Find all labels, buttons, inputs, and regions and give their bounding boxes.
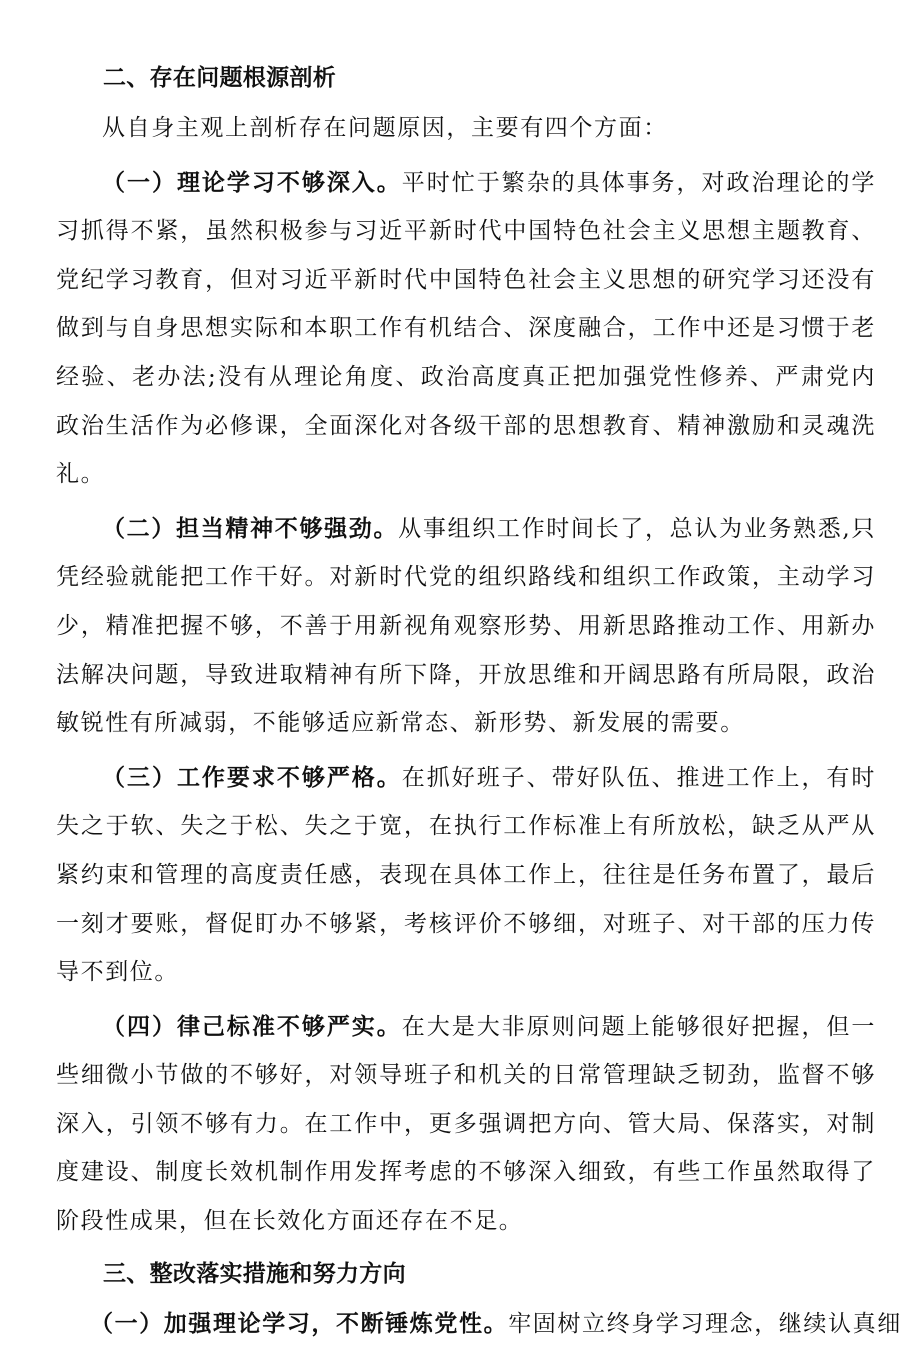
cause-item-4-text: 在大是大非原则问题上能够很好把握，但一些细微小节做的不够好，对领导班子和机关的日常管理缺乏韧劲，监督不够深入，引领不够有力。在工作中，更多强调把方向、管大局、保落实，对制度建设、制度长效机制作用发挥考虑的不够深入细致，有些工作虽然取得了阶段性成果，但在长效化方面还存在不足。: [56, 1013, 876, 1235]
section-3-heading: 三、整改落实措施和努力方向: [103, 1259, 406, 1287]
cause-item-3-lead: （三）工作要求不够严格。: [102, 763, 402, 791]
section-2-intro: 从自身主观上剖析存在问题原因，主要有四个方面：: [102, 115, 668, 141]
cause-item-2-lead: （二）担当精神不够强劲。: [102, 514, 399, 542]
section-2-heading: 二、存在问题根源剖析: [103, 64, 336, 91]
cause-item-2-text: 从事组织工作时间长了，总认为业务熟悉,只凭经验就能把工作干好。对新时代党的组织路线和组织工作政策，主动学习少，精准把握不够，不善于用新视角观察形势、用新思路推动工作、用新办法解决问题，导致进取精神有所下降，开放思维和开阔思路有所局限，政治敏锐性有所减弱，不能够适应新常态、新形势、新发展的需要。: [56, 515, 877, 737]
document-page: [56, 58, 902, 1348]
measure-item-1-text: 牢固树立终身学习理念，继续认真细: [508, 1310, 902, 1337]
measure-item-1-lead: （一）加强理论学习，不断锤炼党性。: [90, 1309, 509, 1337]
cause-item-1-text: 平时忙于繁杂的具体事务，对政治理论的学习抓得不紧，虽然积极参与习近平新时代中国特色社会主义思想主题教育、党纪学习教育，但对习近平新时代中国特色社会主义思想的研究学习还没有做到与自身思想实际和本职工作有机结合、深度融合，工作中还是习惯于老经验、老办法;没有从理论角度、政治高度真正把加强党性修养、严肃党内政治生活作为必修课，全面深化对各级干部的思想教育、精神激励和灵魂洗礼。: [56, 169, 876, 488]
cause-item-3: [56, 754, 876, 997]
cause-item-3-text: 在抓好班子、带好队伍、推进工作上，有时失之于软、失之于松、失之于宽，在执行工作标准上有所放松，缺乏从严从紧约束和管理的高度责任感，表现在具体工作上，往往是任务布置了，最后一刻才要账，督促盯办不够紧，考核评价不够细，对班子、对干部的压力传导不到位。: [56, 764, 876, 986]
cause-item-4: [56, 1003, 876, 1246]
cause-item-2: [56, 505, 876, 748]
measure-item-1: [56, 1300, 902, 1348]
cause-item-1: [56, 159, 876, 499]
cause-item-1-lead: （一）理论学习不够深入。: [102, 168, 402, 196]
cause-item-4-lead: （四）律己标准不够严实。: [102, 1012, 402, 1040]
